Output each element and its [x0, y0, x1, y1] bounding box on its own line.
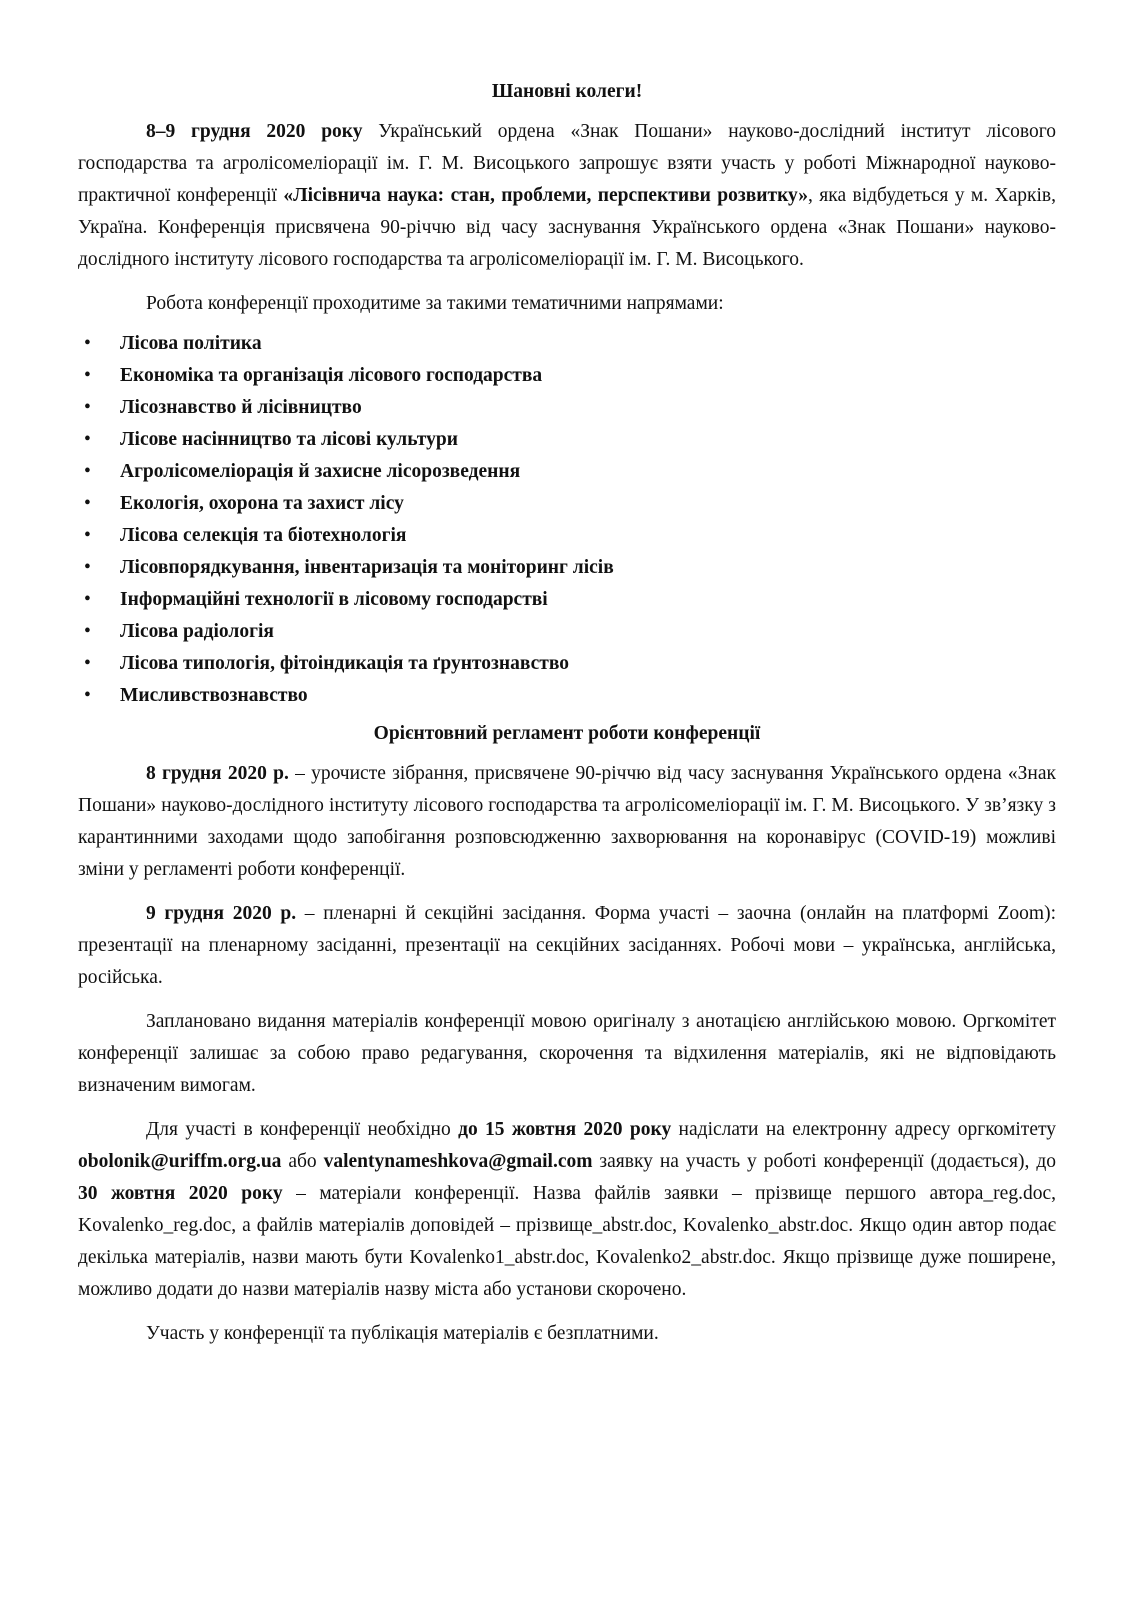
topic-item	[78, 488, 1056, 520]
submission-text-2: надіслати на електронну адресу оргкомітету	[671, 1119, 1057, 1140]
email-link-meshkova[interactable]: valentynameshkova@gmail.com	[323, 1151, 593, 1172]
topic-item	[78, 616, 1056, 648]
day1-text: – урочисте зібрання, присвячене 90-річчю від часу заснування Українського ордена «Знак Пошани» науково-дослідного інституту лісового господарства та агролісомеліорації ім. Г. М. Висоцького. У зв’язку з карантинними заходами щодо запобігання розповсюдженню захворювання на коронавірус (COVID-19) можливі зміни у регламенті роботи конференції.	[78, 763, 1056, 880]
topic-label: Лісова політика	[120, 333, 262, 354]
event-dates: 8–9 грудня 2020 року	[146, 121, 363, 142]
deadline-applications: до 15 жовтня 2020 року	[458, 1119, 672, 1140]
topic-item	[78, 424, 1056, 456]
bullet-icon: •	[84, 557, 91, 578]
topic-label: Екологія, охорона та захист лісу	[120, 493, 404, 514]
topic-item	[78, 392, 1056, 424]
topic-item	[78, 680, 1056, 712]
topic-label: Мисливствознавство	[120, 685, 308, 706]
topic-label: Інформаційні технології в лісовому господарстві	[120, 589, 548, 610]
topics-list	[78, 328, 1056, 712]
publication-paragraph: Заплановано видання матеріалів конференції мовою оригіналу з анотацією англійською мовою. Оргкомітет конференції залишає за собою право редагування, скорочення та відхилення матеріалів, які не відповідають визначеним вимогам.	[78, 1011, 1056, 1096]
day1-paragraph	[78, 758, 1056, 886]
topic-label: Лісова радіологія	[120, 621, 274, 642]
bullet-icon: •	[84, 333, 91, 354]
topic-label: Лісове насінництво та лісові культури	[120, 429, 458, 450]
day2-date: 9 грудня 2020 р.	[146, 903, 297, 924]
day1-date: 8 грудня 2020 р.	[146, 763, 289, 784]
bullet-icon: •	[84, 653, 91, 674]
bullet-icon: •	[84, 461, 91, 482]
topic-item	[78, 584, 1056, 616]
schedule-heading: Орієнтовний регламент роботи конференції	[373, 723, 761, 744]
intro-paragraph	[78, 116, 1056, 276]
submission-text-4: заявку на участь у роботі конференції (додається), до	[592, 1151, 1056, 1172]
bullet-icon: •	[84, 365, 91, 386]
document-page	[78, 76, 1056, 1362]
topic-label: Лісова селекція та біотехнологія	[120, 525, 407, 546]
bullet-icon: •	[84, 429, 91, 450]
submission-paragraph	[78, 1114, 1056, 1306]
bullet-icon: •	[84, 621, 91, 642]
submission-text-3: або	[281, 1151, 324, 1172]
free-participation-note: Участь у конференції та публікація матеріалів є безплатними.	[146, 1323, 659, 1344]
greeting-heading: Шановні колеги!	[491, 81, 643, 102]
email-link-obolonik[interactable]: obolonik@uriffm.org.ua	[78, 1151, 282, 1172]
topic-item	[78, 648, 1056, 680]
bullet-icon: •	[84, 589, 91, 610]
intro-text-1: Український ордена «Знак Пошани» науково-дослідний інститут лісового господарства та агролісомеліорації ім. Г. М. Висоцького запрошує взяти участь у роботі Міжнародної науково-практичної конференції	[78, 121, 1056, 206]
submission-text-1: Для участі в конференції необхідно	[146, 1119, 459, 1140]
day2-text: – пленарні й секційні засідання. Форма участі – заочна (онлайн на платформі Zoom): презентації на пленарному засіданні, презентації на секційних засіданнях. Робочі мови – українська, англійська, російська.	[78, 903, 1056, 988]
bullet-icon: •	[84, 397, 91, 418]
topic-label: Економіка та організація лісового господарства	[120, 365, 543, 386]
conference-title: «Лісівнича наука: стан, проблеми, перспективи розвитку»	[283, 185, 809, 206]
bullet-icon: •	[84, 525, 91, 546]
topic-label: Лісова типологія, фітоіндикація та ґрунтознавство	[120, 653, 569, 674]
topic-item	[78, 328, 1056, 360]
bullet-icon: •	[84, 685, 91, 706]
bullet-icon: •	[84, 493, 91, 514]
day2-paragraph	[78, 898, 1056, 994]
topic-label: Агролісомеліорація й захисне лісорозведення	[120, 461, 521, 482]
topic-label: Лісовпорядкування, інвентаризація та моніторинг лісів	[120, 557, 614, 578]
topic-item	[78, 456, 1056, 488]
submission-text-5: – матеріали конференції. Назва файлів заявки – прізвище першого автора_reg.doc, Kovalenko_reg.doc, а файлів матеріалів доповідей – прізвище_abstr.doc, Kovalenko_abstr.doc. Якщо один автор подає декілька матеріалів, назви мають бути Kovalenko1_abstr.doc, Kovalenko2_abstr.doc. Якщо прізвище дуже поширене, можливо додати до назви матеріалів назву міста або установи скорочено.	[78, 1183, 1056, 1300]
topic-label: Лісознавство й лісівництво	[120, 397, 362, 418]
deadline-materials: 30 жовтня 2020 року	[78, 1183, 283, 1204]
topic-item	[78, 552, 1056, 584]
topics-intro: Робота конференції проходитиме за такими тематичними напрямами:	[146, 293, 724, 314]
topic-item	[78, 520, 1056, 552]
intro-text-2: , яка відбудеться у м. Харків, Україна. Конференція присвячена 90-річчю від часу заснування Українського ордена «Знак Пошани» науково-дослідного інституту лісового господарства та агролісомеліорації ім. Г. М. Висоцького.	[78, 185, 1057, 270]
topic-item	[78, 360, 1056, 392]
